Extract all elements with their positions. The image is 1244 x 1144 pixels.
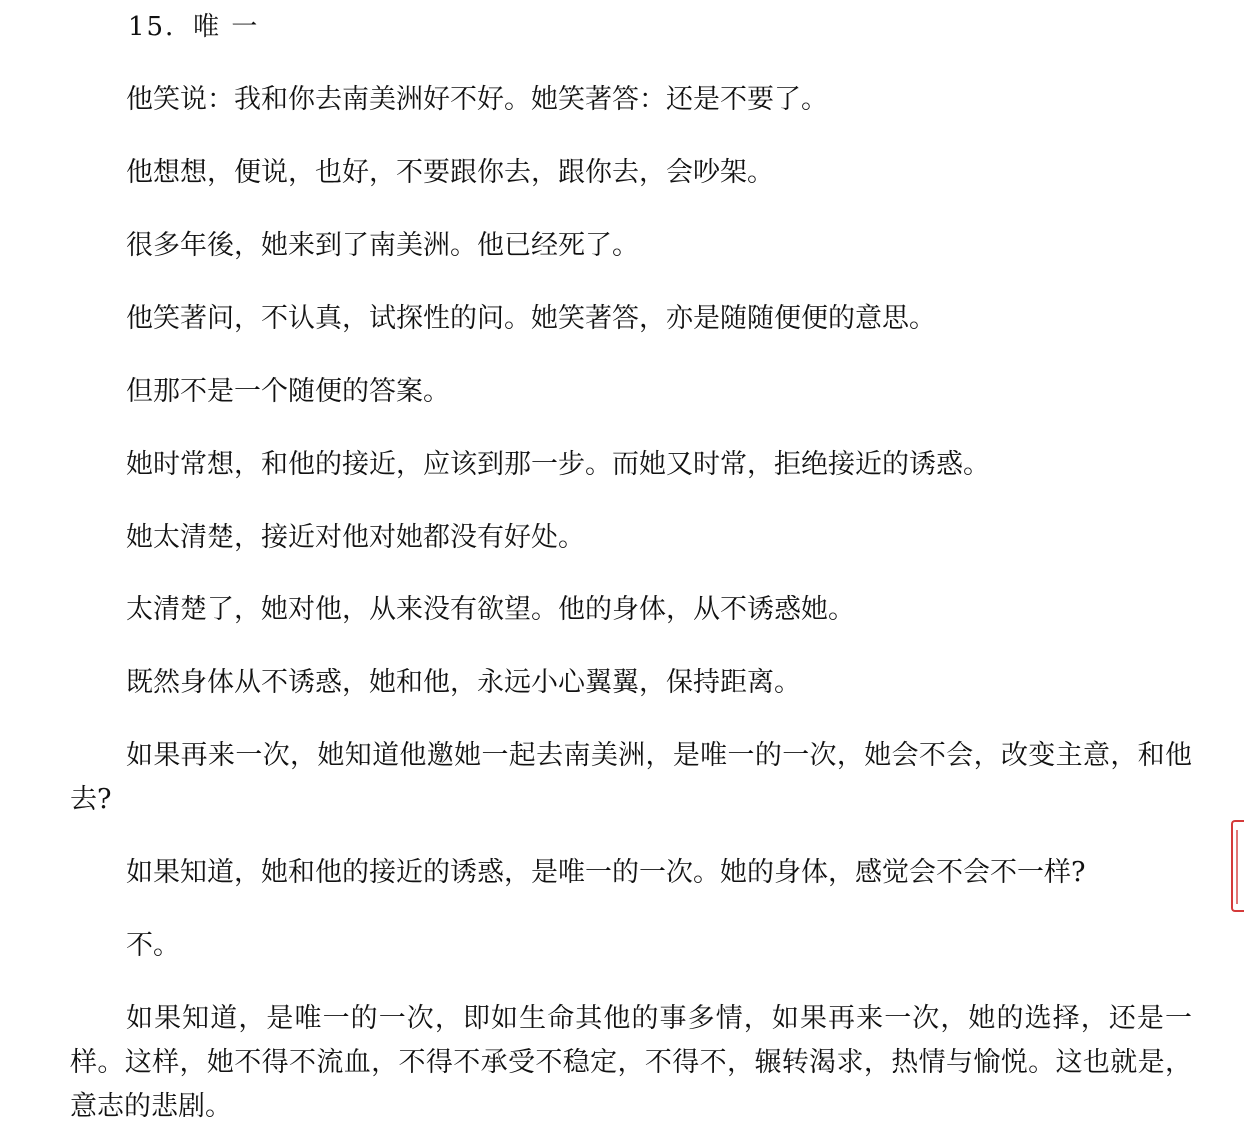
paragraph-4: 他笑著问，不认真，试探性的问。她笑著答，亦是随随便便的意思。: [126, 303, 936, 334]
paragraph-13: 如果知道，是唯一的一次，即如生命其他的事多情，如果再来一次，她的选择，还是一样。这样，她不得不流血，不得不承受不稳定，不得不，辗转渴求，热情与愉悦。这也就是，意志的悲剧。: [70, 1003, 1192, 1122]
paragraph-5: 但那不是一个随便的答案。: [126, 376, 450, 407]
red-seal-stamp: [1231, 820, 1244, 912]
paragraph-7: 她太清楚，接近对他对她都没有好处。: [126, 522, 585, 553]
paragraph-12: 不。: [126, 930, 180, 961]
chapter-title: 15．唯 一: [128, 12, 260, 42]
paragraph-1: 他笑说：我和你去南美洲好不好。她笑著答：还是不要了。: [126, 84, 828, 115]
paragraph-10: 如果再来一次，她知道他邀她一起去南美洲，是唯一的一次，她会不会，改变主意，和他去?: [70, 740, 1192, 815]
paragraph-6: 她时常想，和他的接近，应该到那一步。而她又时常，拒绝接近的诱惑。: [126, 449, 990, 480]
paragraph-9: 既然身体从不诱惑，她和他，永远小心翼翼，保持距离。: [126, 667, 801, 698]
paragraph-11: 如果知道，她和他的接近的诱惑，是唯一的一次。她的身体，感觉会不会不一样?: [126, 857, 1086, 888]
paragraph-2: 他想想，便说，也好，不要跟你去，跟你去，会吵架。: [126, 157, 774, 188]
paragraph-8: 太清楚了，她对他，从来没有欲望。他的身体，从不诱惑她。: [126, 594, 855, 625]
paragraph-3: 很多年後，她来到了南美洲。他已经死了。: [126, 230, 639, 261]
